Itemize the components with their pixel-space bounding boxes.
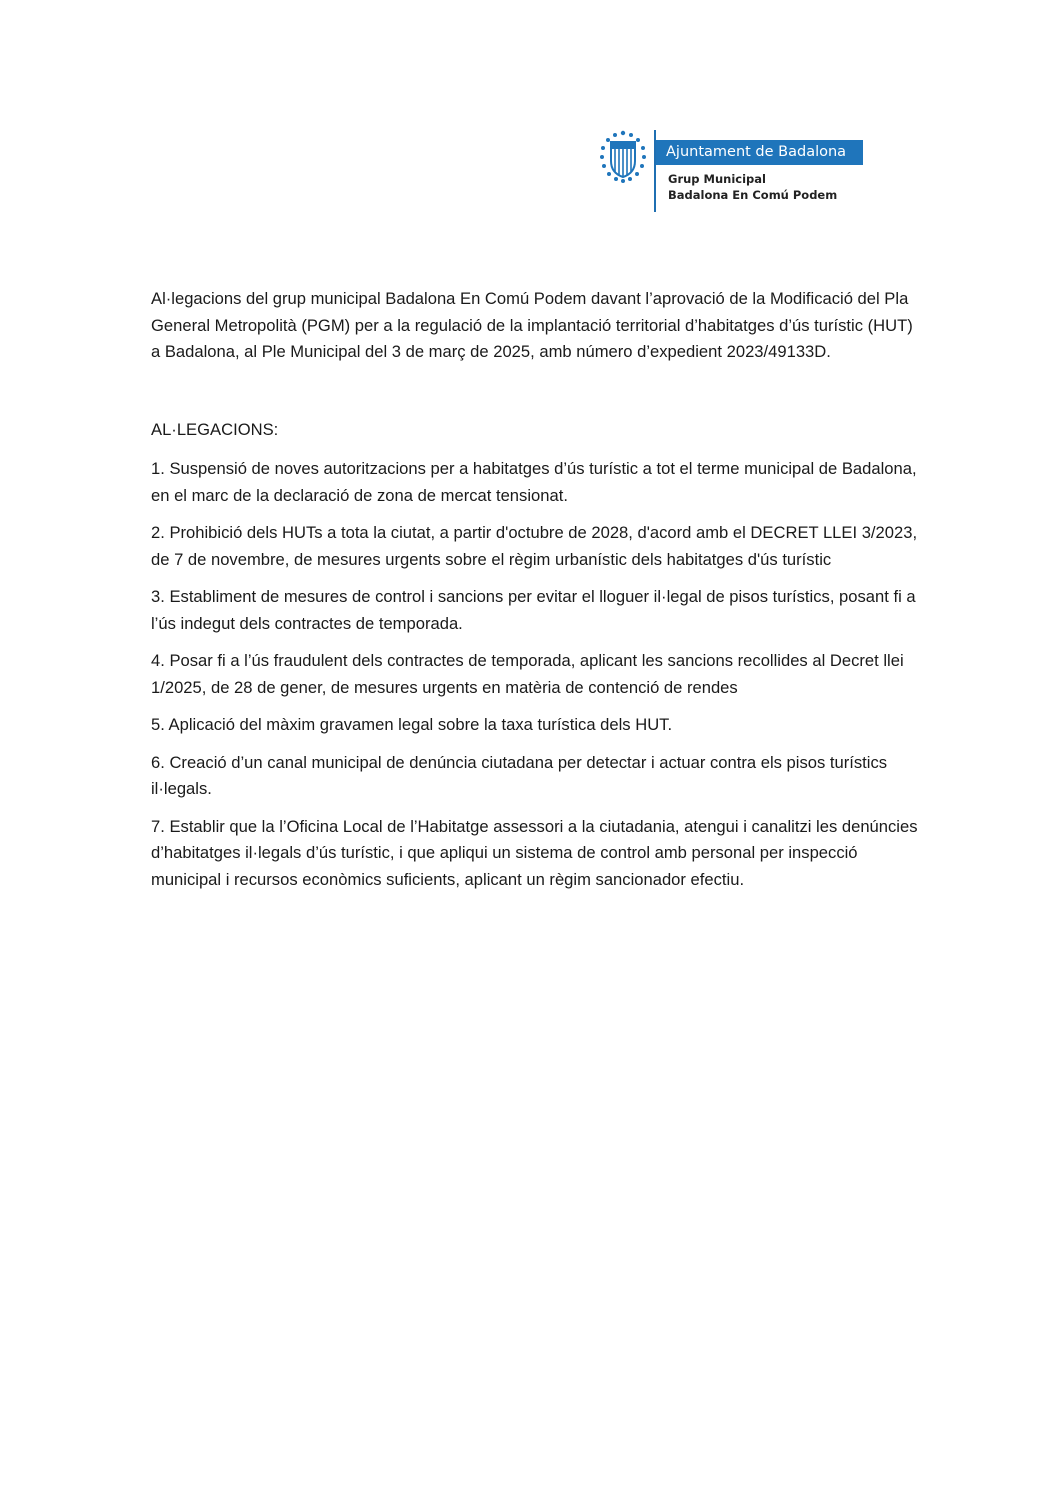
group-line-1: Grup Municipal [668,172,766,186]
document-body [151,286,921,904]
list-item: 3. Establiment de mesures de control i sancions per evitar el lloguer il·legal de pisos turístics, posant fi a l’ús indegut dels contractes de temporada. [151,587,916,633]
list-item: 7. Establir que la l’Oficina Local de l’Habitatge assessori a la ciutadania, atengui i canalitzi les denúncies d’habitatges il·legals d’ús turístic, i que apliqui un sistema de control amb personal per inspecció municipal i recursos econòmics suficients, aplicant un règim sancionador efectiu. [151,816,918,889]
list-item: 6. Creació d’un canal municipal de denúncia ciutadana per detectar i actuar contra els pisos turístics il·legals. [151,752,888,798]
institution-name: Ajuntament de Badalona [656,140,863,165]
badalona-coat-of-arms-icon [598,128,648,184]
intro-paragraph: Al·legacions del grup municipal Badalona En Comú Podem davant l’aprovació de la Modificació del Pla General Metropolità (PGM) per a la regulació de la implantació territorial d’habitatges d’ús turístic (HUT) a Badalona, al Ple Municipal del 3 de març de 2025, amb número d’expedient 2023/49133D. [151,289,913,361]
list-item: 5. Aplicació del màxim gravamen legal sobre la taxa turística dels HUT. [151,715,673,734]
section-heading: AL·LEGACIONS: [151,419,279,439]
group-line-2: Badalona En Comú Podem [668,188,838,202]
list-item: 4. Posar fi a l’ús fraudulent dels contractes de temporada, aplicant les sancions recollides al Decret llei 1/2025, de 28 de gener, de mesures urgents en matèria de contenció de rendes [151,651,904,697]
list-item: 2. Prohibició dels HUTs a tota la ciutat, a partir d'octubre de 2028, d'acord amb el DECRET LLEI 3/2023, de 7 de novembre, de mesures urgents sobre el règim urbanístic dels habitatges d'ús turístic [151,523,918,569]
list-item: 1. Suspensió de noves autoritzacions per a habitatges d’ús turístic a tot el terme municipal de Badalona, en el marc de la declaració de zona de mercat tensionat. [151,459,917,505]
letterhead [598,126,878,216]
